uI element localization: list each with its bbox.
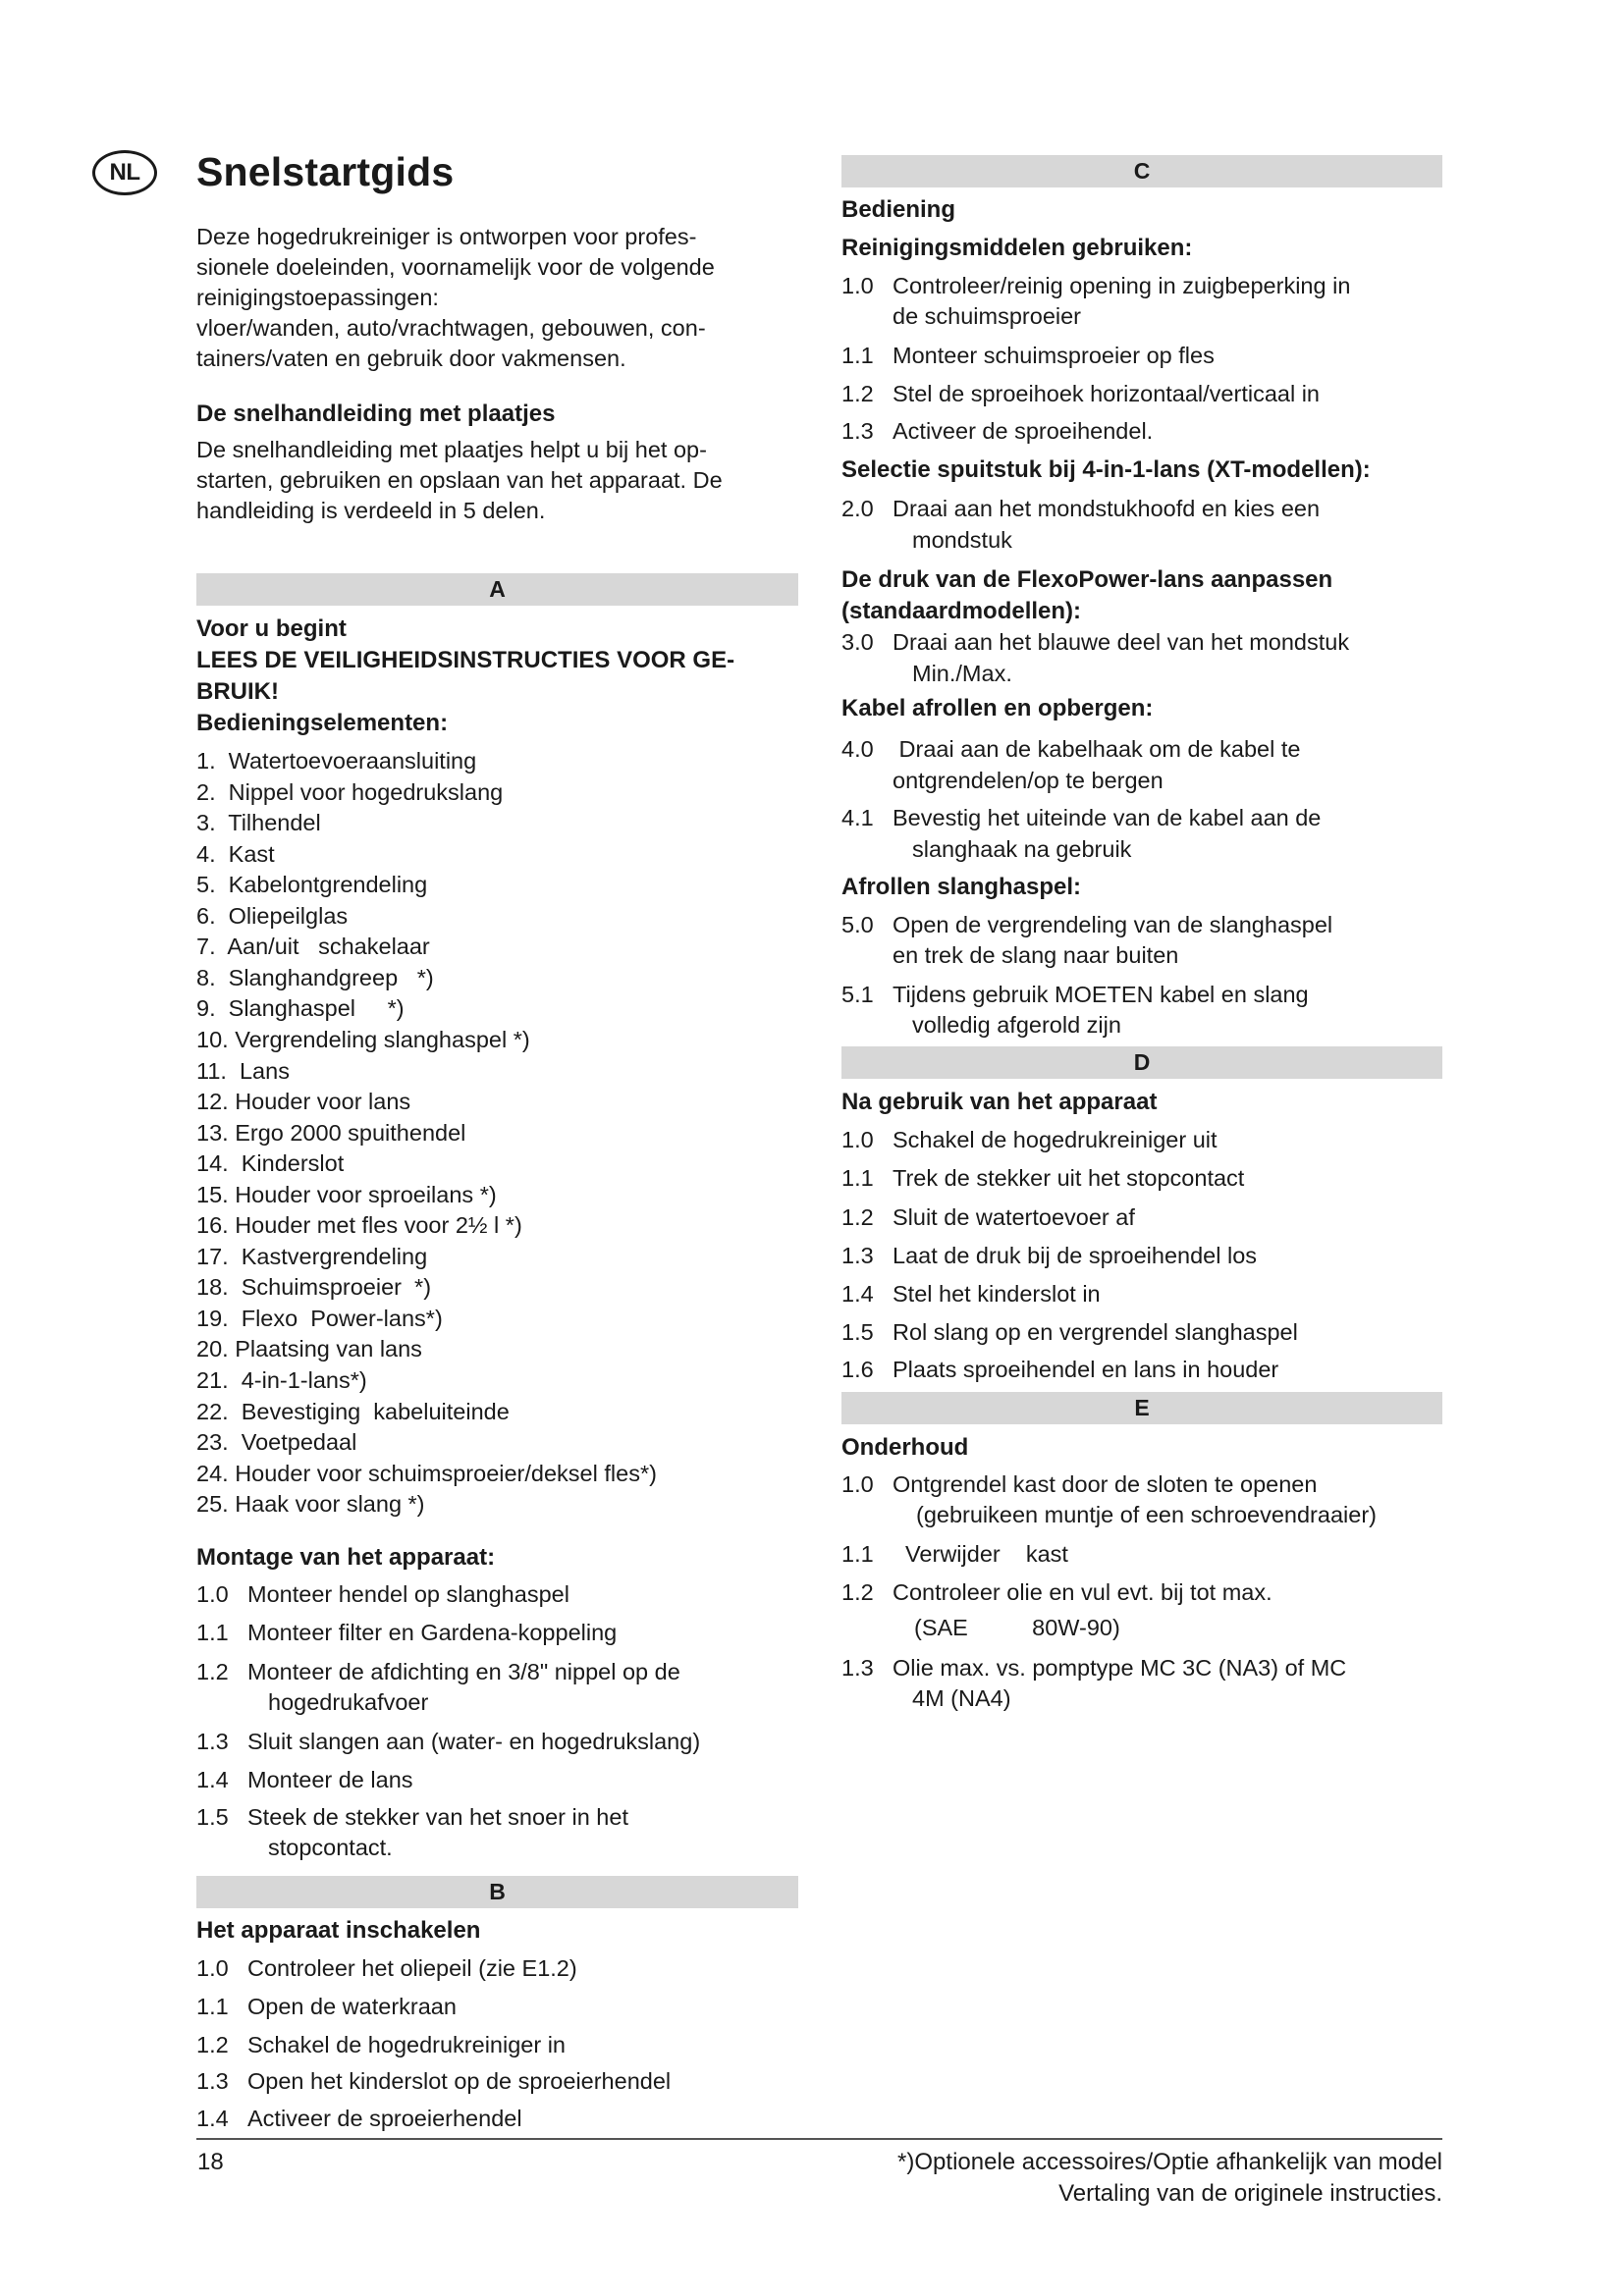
cable-heading: Kabel afrollen en opbergen: bbox=[841, 695, 1154, 721]
control-item: 1. Watertoevoeraansluiting bbox=[196, 748, 477, 774]
control-item: 19. Flexo Power-lans*) bbox=[196, 1305, 443, 1331]
control-item: 21. 4-in-1-lans*) bbox=[196, 1367, 367, 1393]
after-use-step: 1.4 Stel het kinderslot in bbox=[841, 1281, 1101, 1307]
control-item: 18. Schuimsproeier *) bbox=[196, 1274, 432, 1301]
section-bar-a: A bbox=[196, 573, 798, 606]
cable-step-continuation: slanghaak na gebruik bbox=[912, 836, 1132, 862]
after-use-step: 1.1 Trek de stekker uit het stopcontact bbox=[841, 1165, 1245, 1191]
nozzle-step: 2.0 Draai aan het mondstukhoofd en kies een bbox=[841, 496, 1321, 521]
section-e-heading: Onderhoud bbox=[841, 1434, 969, 1461]
maintenance-step: 1.3 Olie max. vs. pomptype MC 3C (NA3) of MC bbox=[841, 1655, 1347, 1681]
control-item: 9. Slanghaspel *) bbox=[196, 995, 405, 1022]
control-item: 5. Kabelontgrendeling bbox=[196, 872, 428, 898]
section-a-heading: Voor u begint bbox=[196, 615, 347, 642]
section-bar-e: E bbox=[841, 1392, 1442, 1424]
after-use-step: 1.5 Rol slang op en vergrendel slanghaspel bbox=[841, 1319, 1298, 1345]
power-on-step: 1.4 Activeer de sproeierhendel bbox=[196, 2106, 522, 2131]
reel-step: 5.0 Open de vergrendeling van de slanghaspel bbox=[841, 912, 1333, 937]
after-use-step: 1.0 Schakel de hogedrukreiniger uit bbox=[841, 1127, 1218, 1152]
page-title: Snelstartgids bbox=[196, 149, 455, 194]
detergent-step: 1.2 Stel de sproeihoek horizontaal/verticaal in bbox=[841, 381, 1321, 406]
footer-optional-note: *)Optionele accessoires/Optie afhankelijk van model bbox=[897, 2149, 1442, 2175]
maintenance-step-continuation: (SAE 80W-90) bbox=[914, 1615, 1120, 1640]
detergent-step: 1.1 Monteer schuimsproeier op fles bbox=[841, 343, 1215, 368]
pressure-step: 3.0 Draai aan het blauwe deel van het mondstuk bbox=[841, 629, 1350, 655]
intro-line: reinigingstoepassingen: bbox=[196, 285, 439, 310]
control-item: 2. Nippel voor hogedrukslang bbox=[196, 778, 504, 805]
language-badge-nl: NL bbox=[92, 150, 157, 195]
power-on-step: 1.3 Open het kinderslot op de sproeierhendel bbox=[196, 2068, 672, 2094]
safety-warning-line1: LEES DE VEILIGHEIDSINSTRUCTIES VOOR GE- bbox=[196, 647, 735, 673]
controls-heading: Bedieningselementen: bbox=[196, 710, 449, 736]
intro-line: vloer/wanden, auto/vrachtwagen, gebouwen, con- bbox=[196, 315, 706, 341]
picture-guide-line: De snelhandleiding met plaatjes helpt u bij het op- bbox=[196, 437, 707, 462]
assembly-step-continuation: hogedrukafvoer bbox=[268, 1689, 429, 1715]
footer-divider bbox=[196, 2138, 1442, 2140]
picture-guide-heading: De snelhandleiding met plaatjes bbox=[196, 400, 556, 427]
picture-guide-paragraph bbox=[196, 435, 723, 526]
power-on-step: 1.0 Controleer het oliepeil (zie E1.2) bbox=[196, 1955, 577, 1981]
control-item: 6. Oliepeilglas bbox=[196, 902, 349, 929]
section-c-heading: Bediening bbox=[841, 196, 956, 223]
maintenance-step-continuation: (gebruikeen muntje of een schroevendraaier) bbox=[916, 1502, 1377, 1527]
maintenance-step: 1.0 Ontgrendel kast door de sloten te openen bbox=[841, 1471, 1318, 1497]
detergent-step: 1.3 Activeer de sproeihendel. bbox=[841, 418, 1154, 444]
nozzle-step-continuation: mondstuk bbox=[912, 527, 1012, 553]
intro-line: Deze hogedrukreiniger is ontworpen voor profes- bbox=[196, 224, 697, 249]
pressure-heading-line1: De druk van de FlexoPower-lans aanpassen bbox=[841, 566, 1333, 593]
control-item: 4. Kast bbox=[196, 840, 275, 867]
picture-guide-line: starten, gebruiken en opslaan van het apparaat. De bbox=[196, 467, 723, 493]
reel-step-continuation: volledig afgerold zijn bbox=[912, 1012, 1121, 1038]
intro-line: sionele doeleinden, voornamelijk voor de volgende bbox=[196, 254, 715, 280]
detergent-heading: Reinigingsmiddelen gebruiken: bbox=[841, 235, 1193, 261]
control-item: 23. Voetpedaal bbox=[196, 1429, 357, 1456]
control-item: 22. Bevestiging kabeluiteinde bbox=[196, 1398, 510, 1424]
pressure-step-continuation: Min./Max. bbox=[912, 661, 1012, 686]
safety-warning-line2: BRUIK! bbox=[196, 678, 279, 705]
assembly-step-continuation: stopcontact. bbox=[268, 1835, 393, 1860]
page-number: 18 bbox=[197, 2149, 224, 2175]
cable-step: 4.1 Bevestig het uiteinde van de kabel aan de bbox=[841, 805, 1322, 830]
section-bar-c: C bbox=[841, 155, 1442, 187]
reel-heading: Afrollen slanghaspel: bbox=[841, 874, 1082, 900]
reel-step-continuation: en trek de slang naar buiten bbox=[893, 942, 1179, 968]
control-item: 11. Lans bbox=[196, 1057, 290, 1084]
control-item: 10. Vergrendeling slanghaspel *) bbox=[196, 1026, 530, 1052]
assembly-step: 1.0 Monteer hendel op slanghaspel bbox=[196, 1581, 569, 1607]
control-item: 15. Houder voor sproeilans *) bbox=[196, 1181, 497, 1207]
section-bar-b: B bbox=[196, 1876, 798, 1908]
footer-translation-note: Vertaling van de originele instructies. bbox=[1058, 2180, 1442, 2207]
control-item: 13. Ergo 2000 spuithendel bbox=[196, 1119, 466, 1146]
assembly-step: 1.2 Monteer de afdichting en 3/8" nippel op de bbox=[196, 1659, 680, 1684]
nozzle-heading: Selectie spuitstuk bij 4-in-1-lans (XT-modellen): bbox=[841, 456, 1371, 483]
control-item: 3. Tilhendel bbox=[196, 810, 321, 836]
detergent-step-continuation: de schuimsproeier bbox=[893, 303, 1082, 329]
after-use-step: 1.2 Sluit de watertoevoer af bbox=[841, 1204, 1135, 1230]
section-b-heading: Het apparaat inschakelen bbox=[196, 1917, 481, 1944]
picture-guide-line: handleiding is verdeeld in 5 delen. bbox=[196, 498, 546, 523]
assembly-heading: Montage van het apparaat: bbox=[196, 1544, 496, 1571]
after-use-step: 1.3 Laat de druk bij de sproeihendel los bbox=[841, 1243, 1258, 1268]
control-item: 8. Slanghandgreep *) bbox=[196, 964, 434, 990]
power-on-step: 1.2 Schakel de hogedrukreiniger in bbox=[196, 2032, 566, 2057]
assembly-step: 1.3 Sluit slangen aan (water- en hogedrukslang) bbox=[196, 1729, 701, 1754]
control-item: 12. Houder voor lans bbox=[196, 1089, 411, 1115]
maintenance-step-continuation: 4M (NA4) bbox=[912, 1685, 1011, 1711]
cable-step: 4.0 Draai aan de kabelhaak om de kabel te bbox=[841, 736, 1301, 762]
intro-paragraph bbox=[196, 222, 797, 374]
intro-line: tainers/vaten en gebruik door vakmensen. bbox=[196, 346, 626, 371]
control-item: 16. Houder met fles voor 2½ l *) bbox=[196, 1212, 522, 1239]
control-item: 17. Kastvergrendeling bbox=[196, 1243, 428, 1269]
pressure-heading-line2: (standaardmodellen): bbox=[841, 598, 1082, 624]
maintenance-step: 1.1 Verwijder kast bbox=[841, 1541, 1068, 1567]
assembly-step: 1.1 Monteer filter en Gardena-koppeling bbox=[196, 1620, 618, 1645]
reel-step: 5.1 Tijdens gebruik MOETEN kabel en slang bbox=[841, 982, 1309, 1007]
control-item: 14. Kinderslot bbox=[196, 1150, 345, 1177]
assembly-step: 1.5 Steek de stekker van het snoer in het bbox=[196, 1804, 628, 1830]
maintenance-step: 1.2 Controleer olie en vul evt. bij tot max. bbox=[841, 1579, 1272, 1605]
control-item: 20. Plaatsing van lans bbox=[196, 1336, 422, 1362]
section-d-heading: Na gebruik van het apparaat bbox=[841, 1089, 1158, 1115]
after-use-step: 1.6 Plaats sproeihendel en lans in houder bbox=[841, 1357, 1279, 1382]
assembly-step: 1.4 Monteer de lans bbox=[196, 1767, 413, 1792]
control-item: 7. Aan/uit schakelaar bbox=[196, 934, 430, 960]
cable-step-continuation: ontgrendelen/op te bergen bbox=[893, 768, 1164, 793]
section-bar-d: D bbox=[841, 1046, 1442, 1079]
power-on-step: 1.1 Open de waterkraan bbox=[196, 1994, 457, 2019]
control-item: 24. Houder voor schuimsproeier/deksel fles*) bbox=[196, 1460, 657, 1486]
detergent-step: 1.0 Controleer/reinig opening in zuigbeperking in bbox=[841, 273, 1351, 298]
control-item: 25. Haak voor slang *) bbox=[196, 1491, 425, 1518]
